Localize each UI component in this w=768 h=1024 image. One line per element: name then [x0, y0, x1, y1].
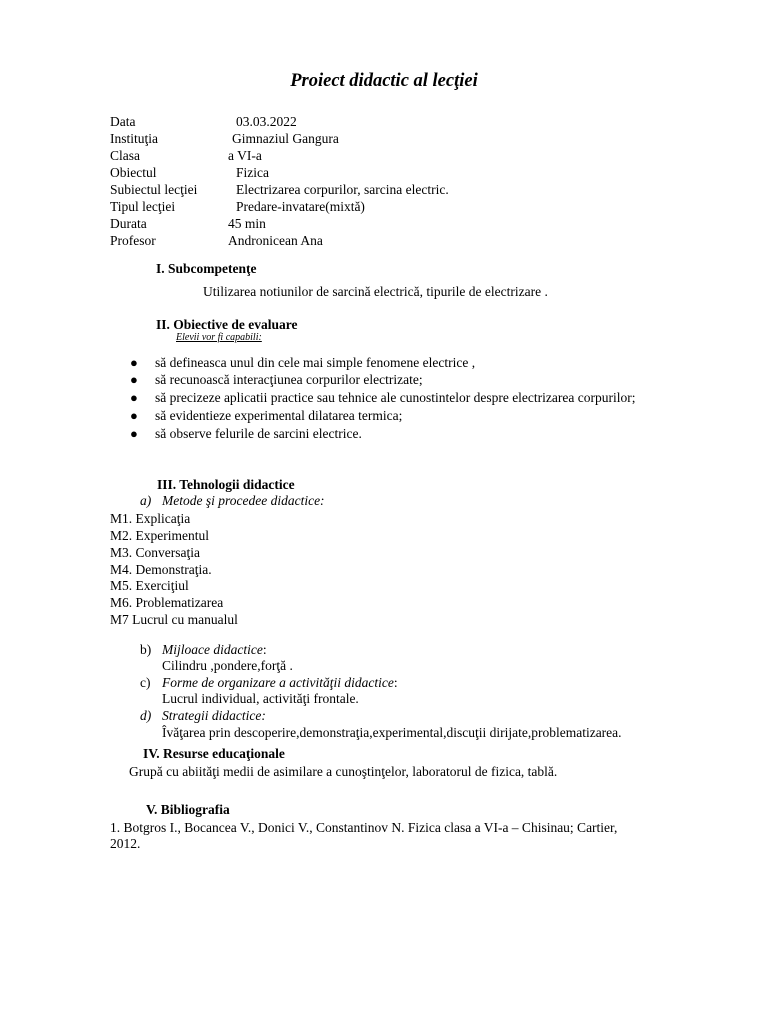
- info-key: Clasa: [110, 148, 140, 163]
- info-value: 03.03.2022: [236, 114, 297, 129]
- subsection-b-text: Cilindru ,pondere,forţă .: [162, 658, 293, 673]
- info-key: Subiectul lecţiei: [110, 182, 198, 197]
- subsection-c-text: Lucrul individual, activităţi frontale.: [162, 691, 359, 706]
- section-heading-bibliografia: V. Bibliografia: [146, 802, 230, 817]
- subsection-b-heading: Mijloace didactice:: [162, 642, 267, 657]
- info-value: Predare-invatare(mixtă): [236, 199, 365, 214]
- info-value: 45 min: [228, 216, 266, 231]
- subsection-d-label: Strategii didactice:: [162, 708, 266, 723]
- info-key: Durata: [110, 216, 147, 231]
- subsection-c-heading: Forme de organizare a activităţii didactice:: [162, 675, 398, 690]
- method-item: M7 Lucrul cu manualul: [110, 612, 238, 627]
- bibliografia-line-2: 2012.: [110, 836, 141, 851]
- resurse-text: Grupă cu abiităţi medii de asimilare a cunoştinţelor, laboratorul de fizica, tablă.: [129, 764, 558, 779]
- section-heading-resurse: IV. Resurse educaţionale: [143, 746, 285, 761]
- info-value: Andronicean Ana: [228, 233, 323, 248]
- subcompetente-text: Utilizarea notiunilor de sarcină electrică, tipurile de electrizare .: [203, 284, 548, 299]
- method-item: M5. Exerciţiul: [110, 578, 189, 593]
- obiective-subheading: Elevii vor fi capabili:: [176, 332, 262, 343]
- info-value: a VI-a: [228, 148, 262, 163]
- bullet-icon: ●: [130, 372, 138, 387]
- method-item: M1. Explicaţia: [110, 511, 191, 526]
- method-item: M6. Problematizarea: [110, 595, 224, 610]
- bibliografia-line-1: 1. Botgros I., Bocancea V., Donici V., Constantinov N. Fizica clasa a VI-a – Chisinau; Cartier,: [110, 820, 618, 835]
- info-key: Profesor: [110, 233, 156, 248]
- method-item: M2. Experimentul: [110, 528, 209, 543]
- section-heading-obiective: II. Obiective de evaluare: [156, 317, 298, 332]
- bullet-icon: ●: [130, 390, 138, 405]
- info-value: Fizica: [236, 165, 269, 180]
- document-title: Proiect didactic al lecţiei: [290, 71, 478, 91]
- section-heading-subcompetente: I. Subcompetenţe: [156, 261, 257, 276]
- bullet-icon: ●: [130, 408, 138, 423]
- info-value: Gimnaziul Gangura: [232, 131, 339, 146]
- info-key: Tipul lecţiei: [110, 199, 176, 214]
- method-item: M4. Demonstraţia.: [110, 562, 212, 577]
- subsection-a-marker: a): [140, 493, 152, 508]
- section-heading-tehnologii: III. Tehnologii didactice: [157, 477, 295, 492]
- info-value: Electrizarea corpurilor, sarcina electric.: [236, 182, 449, 197]
- bullet-icon: ●: [130, 355, 138, 370]
- subsection-c-marker: c): [140, 675, 151, 690]
- subsection-d-marker: d): [140, 708, 152, 723]
- subsection-d-text: Îvăţarea prin descoperire,demonstraţia,experimental,discuţii dirijate,problematizarea.: [162, 725, 622, 740]
- method-item: M3. Conversaţia: [110, 545, 200, 560]
- subsection-a-label: Metode şi procedee didactice:: [162, 493, 325, 508]
- subsection-b-marker: b): [140, 642, 152, 657]
- info-key: Obiectul: [110, 165, 157, 180]
- info-key: Instituţia: [110, 131, 158, 146]
- bullet-icon: ●: [130, 426, 138, 441]
- info-key: Data: [110, 114, 136, 129]
